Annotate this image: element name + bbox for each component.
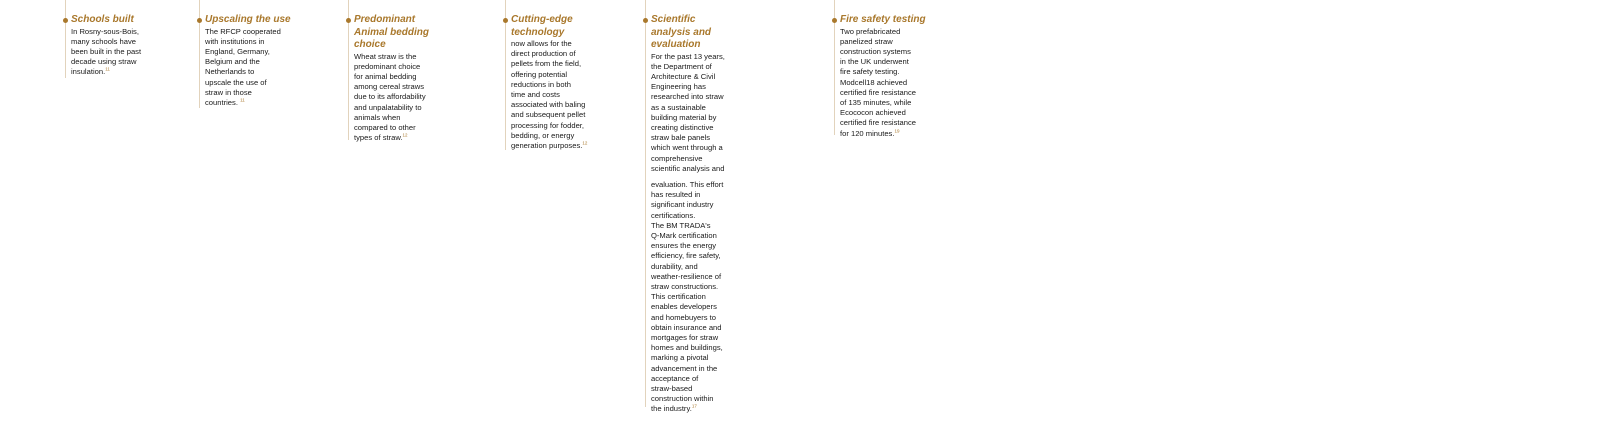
timeline-body: In Rosny-sous-Bois, many schools have been built in the past decade using straw insulation.$^{11}$	[71, 26, 142, 77]
timeline-body: Wheat straw is the predominant choice for animal bedding among cereal straws due to its affordability and unpalatability to animals when compared to other types of straw.$^{12}$	[354, 51, 426, 143]
timeline-title: Upscaling the use	[205, 14, 291, 25]
timeline-item-cutting-edge	[505, 0, 625, 150]
timeline-marker	[346, 18, 351, 23]
timeline-item-animal-bedding	[348, 0, 468, 143]
timeline-body: now allows for the direct production of pellets from the field, offering potential reductions in both time and costs associated with baling and subsequent pellet processing for fodder, bedding, or energy generation purposes.$^{12}$	[511, 39, 588, 151]
timeline-title: Fire safety testing	[840, 14, 926, 25]
timeline-title: Predominant Animal bedding choice	[354, 14, 429, 50]
timeline-marker	[503, 18, 508, 23]
timeline-body: The RFCP cooperated with institutions in England, Germany, Belgium and the Netherlands to upscale the use of straw in those countries. $^{11}$	[205, 26, 281, 107]
timeline-title: Schools built	[71, 14, 134, 25]
reference-number: 11	[105, 66, 110, 72]
timeline-title: Scientific analysis and evaluation	[651, 14, 712, 50]
reference-number: 17	[691, 403, 697, 409]
timeline-marker	[832, 18, 837, 23]
timeline-title: Cutting-edge technology	[511, 14, 573, 38]
reference-number: 12	[582, 140, 588, 146]
timeline-marker	[63, 18, 68, 23]
timeline-marker	[197, 18, 202, 23]
timeline-item-fire-safety	[834, 0, 954, 138]
reference-number: 12	[402, 132, 408, 138]
timeline-item-upscaling	[199, 0, 319, 108]
timeline-body: For the past 13 years, the Department of Architecture & Civil Engineering has researched into straw as a sustainable building material by creating distinctive straw bale panels which went through a comprehensive scientific analysis and evaluation. This effort has resulted in significant industry certifications. The BM TRADA's Q-Mark certification ensures the energy efficiency, fire safety, durability, and weather-resilience of straw constructions. This certification enables developers and homebuyers to obtain insurance and mortgages for straw homes and buildings, marking a pivotal advancement in the acceptance of straw-based construction within the industry.$^{17}$	[651, 51, 725, 414]
timeline-item-schools-built	[65, 0, 175, 78]
timeline-body: Two prefabricated panelized straw construction systems in the UK underwent fire safety testing. Modcell18 achieved certified fire resistance of 135 minutes, while Ecococon achieved certified fire resistance for 120 minutes.$^{19}$	[840, 26, 916, 138]
timeline-marker	[643, 18, 648, 23]
reference-number: 11	[240, 97, 245, 103]
reference-number: 19	[894, 128, 900, 133]
timeline-item-scientific-analysis	[645, 0, 765, 414]
